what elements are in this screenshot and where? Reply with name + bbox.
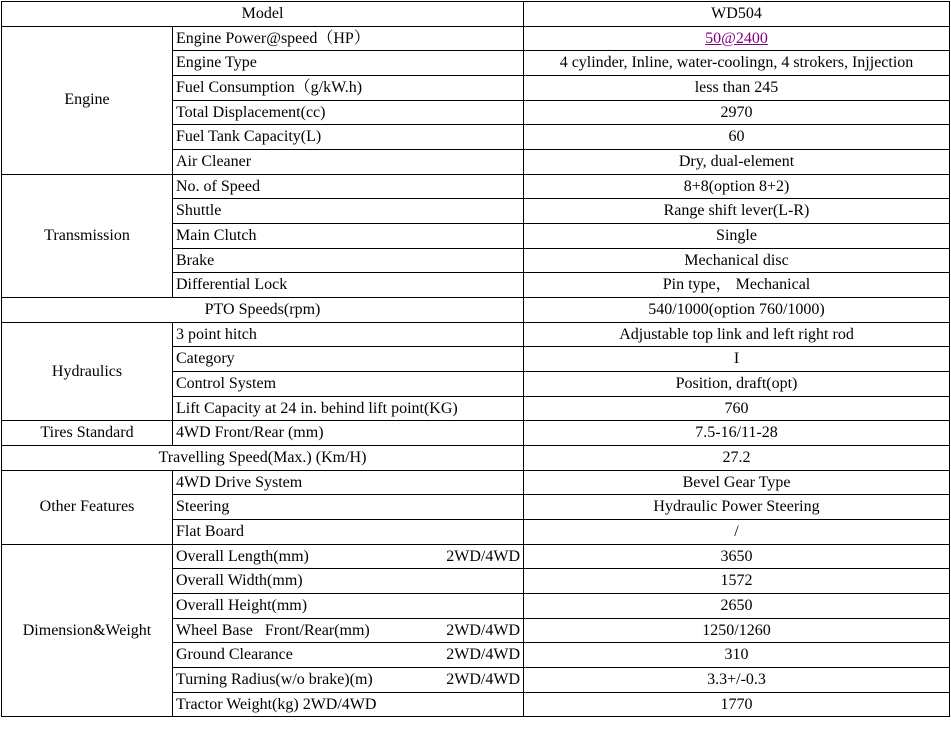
row-value: I [524,347,950,372]
row-label: 3 point hitch [173,322,524,347]
row-value: Bevel Gear Type [524,470,950,495]
row-label: Wheel Base Front/Rear(mm) [176,621,370,639]
row-value: Position, draft(opt) [524,372,950,397]
row-label: Overall Length(mm) [176,547,309,565]
travel-value: 27.2 [524,446,950,471]
table-row [2,174,950,199]
row-value: 1770 [524,692,950,717]
row-label-cell [173,668,524,693]
group-dimension-weight: Dimension&Weight [2,544,173,717]
row-label-cell [173,594,524,619]
row-value: Adjustable top link and left right rod [524,322,950,347]
group-tires: Tires Standard [2,421,173,446]
row-value: 1250/1260 [524,618,950,643]
group-transmission: Transmission [2,174,173,297]
row-label: Air Cleaner [173,150,524,175]
row-label: Overall Width(mm) [176,572,303,590]
row-label-cell [173,643,524,668]
row-value: Range shift lever(L-R) [524,199,950,224]
row-value: 2970 [524,100,950,125]
row-value: 760 [524,396,950,421]
row-suffix: 2WD/4WD [446,646,520,664]
row-value: Mechanical disc [524,248,950,273]
row-suffix: 2WD/4WD [446,621,520,639]
row-label: Turning Radius(w/o brake)(m) [176,670,373,688]
row-label: Flat Board [173,520,524,545]
row-value: Dry, dual-element [524,150,950,175]
table-row [2,421,950,446]
row-value: Single [524,224,950,249]
engine-power-link[interactable]: 50@2400 [705,29,768,47]
group-hydraulics: Hydraulics [2,322,173,421]
spec-table [1,1,950,717]
table-row [2,544,950,569]
row-label: Lift Capacity at 24 in. behind lift point(KG) [173,396,524,421]
row-label: Shuttle [173,199,524,224]
row-value: 4 cylinder, Inline, water-coolingn, 4 strokers, Injjection [524,51,950,76]
row-label: No. of Speed [173,174,524,199]
row-value: 310 [524,643,950,668]
table-row [2,298,950,323]
row-label: Engine Power@speed（HP） [173,26,524,51]
row-label: Brake [173,248,524,273]
group-engine: Engine [2,26,173,174]
row-label: Steering [173,495,524,520]
travel-label: Travelling Speed(Max.) (Km/H) [2,446,524,471]
row-value: Pin type， Mechanical [524,273,950,298]
row-label: Tractor Weight(kg) 2WD/4WD [176,695,377,713]
table-header-row [2,2,950,27]
row-label: 4WD Drive System [173,470,524,495]
row-value: 60 [524,125,950,150]
row-suffix: 2WD/4WD [446,670,520,688]
row-value: 7.5-16/11-28 [524,421,950,446]
row-label-cell [173,618,524,643]
row-label: Ground Clearance [176,646,293,664]
row-value: Hydraulic Power Steering [524,495,950,520]
row-value: less than 245 [524,76,950,101]
row-label: Fuel Tank Capacity(L) [173,125,524,150]
row-label-cell [173,569,524,594]
row-label: Engine Type [173,51,524,76]
row-label: Overall Height(mm) [176,596,308,614]
row-value: 2650 [524,594,950,619]
model-label: Model [2,2,524,27]
table-row [2,26,950,51]
pto-label: PTO Speeds(rpm) [2,298,524,323]
row-value: / [524,520,950,545]
row-suffix: 2WD/4WD [446,547,520,565]
row-value: 3.3+/-0.3 [524,668,950,693]
model-value: WD504 [524,2,950,27]
row-label-cell [173,692,524,717]
row-value: 8+8(option 8+2) [524,174,950,199]
row-label: Control System [173,372,524,397]
group-other-features: Other Features [2,470,173,544]
row-value: 3650 [524,544,950,569]
row-label: Category [173,347,524,372]
row-label: 4WD Front/Rear (mm) [173,421,524,446]
row-label-cell [173,544,524,569]
row-label: Fuel Consumption（g/kW.h) [173,76,524,101]
table-row [2,322,950,347]
row-value: 1572 [524,569,950,594]
row-label: Differential Lock [173,273,524,298]
table-row [2,446,950,471]
row-label: Main Clutch [173,224,524,249]
row-label: Total Displacement(cc) [173,100,524,125]
row-value [524,26,950,51]
pto-value: 540/1000(option 760/1000) [524,298,950,323]
table-row [2,470,950,495]
